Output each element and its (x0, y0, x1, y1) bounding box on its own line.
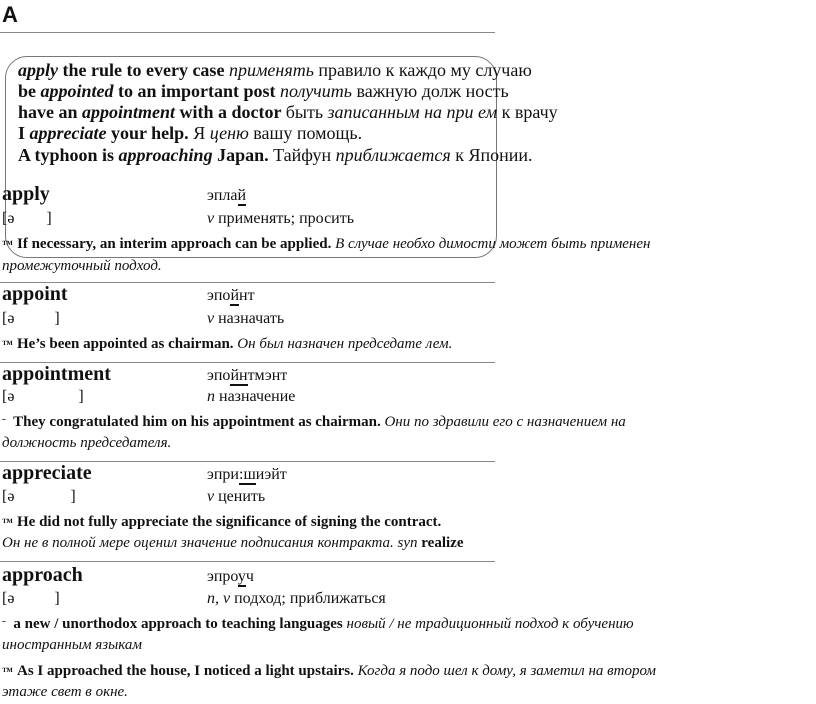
text-segment: Тайфун (273, 145, 336, 165)
transcription-post: тмэнт (247, 367, 288, 384)
example-line (2, 535, 463, 552)
text-segment: your help. (106, 123, 194, 143)
divider (0, 32, 495, 33)
translation: подход; приближаться (230, 590, 386, 607)
transcription-pre: эпо (207, 367, 231, 384)
text-segment: новый / не традиционный подход к обучению (346, 616, 634, 632)
text-segment: A typhoon is (18, 145, 119, 165)
phrase-line (18, 102, 558, 123)
example-line (2, 336, 452, 353)
text-segment: приближается (335, 145, 451, 165)
text-segment: a new / unorthodox approach to teaching languages (9, 616, 347, 632)
text-segment: As I approached the house, I noticed a light upstairs. (17, 663, 358, 679)
part-of-speech: n, v (207, 590, 231, 607)
section-letter: A (2, 2, 18, 27)
text-segment: I (18, 123, 30, 143)
text-segment: ™ (2, 666, 13, 678)
headword: apply (2, 183, 50, 205)
text-segment: ˉ (2, 417, 6, 429)
meaning (207, 310, 284, 328)
transcription-stress: :ш (239, 466, 256, 483)
transcription-pre: эпри (207, 466, 239, 483)
text-segment: appointed (40, 81, 114, 101)
text-segment: вашу помощь. (248, 123, 363, 143)
divider (0, 561, 495, 562)
text-segment: Japan. (212, 145, 274, 165)
example-line (2, 236, 650, 253)
translation: назначать (214, 310, 285, 327)
text-segment: к Японии. (450, 145, 533, 165)
transcription-post: иэйт (255, 466, 287, 483)
example-line (2, 684, 128, 701)
ipa-bracket: [ə ] (2, 210, 52, 227)
text-segment: промежуточный подход. (2, 258, 162, 274)
divider (0, 282, 495, 283)
text-segment: важную долж ность (351, 81, 509, 101)
text-segment: Он был назначен председате лем. (237, 336, 453, 352)
transcription (207, 568, 254, 586)
text-segment: иностранным языкам (2, 637, 142, 653)
transcription-pre: эпо (207, 287, 231, 304)
meaning (207, 488, 265, 506)
text-segment: ценю (209, 123, 249, 143)
transcription-post: ч (245, 568, 254, 585)
translation: ценить (214, 488, 266, 505)
text-segment: Они по здравили его с назначением на (384, 414, 626, 430)
text-segment: В случае необхо димости может быть применен (335, 236, 651, 252)
text-segment: They congratulated him on his appointment as chairman. (9, 414, 385, 430)
transcription (207, 287, 255, 305)
text-segment: применять (228, 60, 314, 80)
transcription (207, 187, 246, 205)
text-segment: ˉ (2, 619, 6, 631)
text-segment: apply (18, 60, 58, 80)
example-line (2, 258, 162, 275)
text-segment: appreciate (29, 123, 107, 143)
example-line (2, 663, 656, 680)
phrase-line (18, 60, 532, 81)
text-segment: the rule to every case (58, 60, 229, 80)
phrase-line (18, 123, 362, 144)
text-segment: ™ (2, 339, 13, 351)
text-segment: ™ (2, 517, 13, 529)
transcription-stress: у (237, 568, 246, 585)
part-of-speech: v (207, 310, 215, 327)
headword: appreciate (2, 462, 92, 484)
text-segment: approaching (118, 145, 213, 165)
text-segment: If necessary, an interim approach can be applied. (17, 236, 336, 252)
ipa-bracket: [ə ] (2, 590, 60, 607)
text-segment: Когда я подо шел к дому, я заметил на втором (357, 663, 656, 679)
headword: approach (2, 564, 83, 586)
translation: назначение (215, 388, 296, 405)
text-segment: to an important post (113, 81, 281, 101)
text-segment: быть (285, 102, 328, 122)
phrase-line (18, 81, 509, 102)
ipa-bracket: [ə ] (2, 388, 84, 405)
example-line (2, 435, 171, 452)
ipa-bracket: [ə ] (2, 488, 76, 505)
text-segment: Он не в полной мере оценил значение подписания контракта. syn (2, 535, 422, 551)
text-segment: be (18, 81, 41, 101)
translation: применять; просить (214, 210, 355, 227)
transcription (207, 466, 287, 484)
text-segment: He’s been appointed as chairman. (17, 336, 238, 352)
example-line (2, 414, 626, 431)
ipa-bracket: [ə ] (2, 310, 60, 327)
text-segment: appointment (82, 102, 176, 122)
text-segment: правило к каждо му случаю (313, 60, 532, 80)
text-segment: realize (421, 535, 464, 551)
transcription (207, 367, 287, 385)
transcription-post: нт (239, 287, 255, 304)
meaning (207, 388, 295, 406)
headword: appointment (2, 363, 111, 385)
meaning (207, 590, 386, 608)
part-of-speech: v (207, 210, 215, 227)
meaning (207, 210, 354, 228)
transcription-stress: й (230, 287, 239, 304)
example-line (2, 637, 142, 654)
phrase-line (18, 145, 533, 166)
transcription-pre: эпла (207, 187, 238, 204)
text-segment: Я (193, 123, 210, 143)
transcription-stress: й (237, 187, 247, 204)
part-of-speech: v (207, 488, 215, 505)
text-segment: записанным на при ем (327, 102, 498, 122)
text-segment: получить (280, 81, 352, 101)
text-segment: к врачу (497, 102, 558, 122)
part-of-speech: n (207, 388, 215, 405)
transcription-pre: эпро (207, 568, 238, 585)
example-line (2, 616, 634, 633)
text-segment: have an (18, 102, 83, 122)
text-segment: должность председателя. (2, 435, 172, 451)
text-segment: ™ (2, 239, 13, 251)
text-segment: He did not fully appreciate the significance of signing the contract. (17, 514, 442, 530)
text-segment: with a doctor (175, 102, 286, 122)
example-line (2, 514, 441, 531)
headword: appoint (2, 283, 68, 305)
transcription-stress: йн (230, 367, 248, 384)
text-segment: этаже свет в окне. (2, 684, 128, 700)
